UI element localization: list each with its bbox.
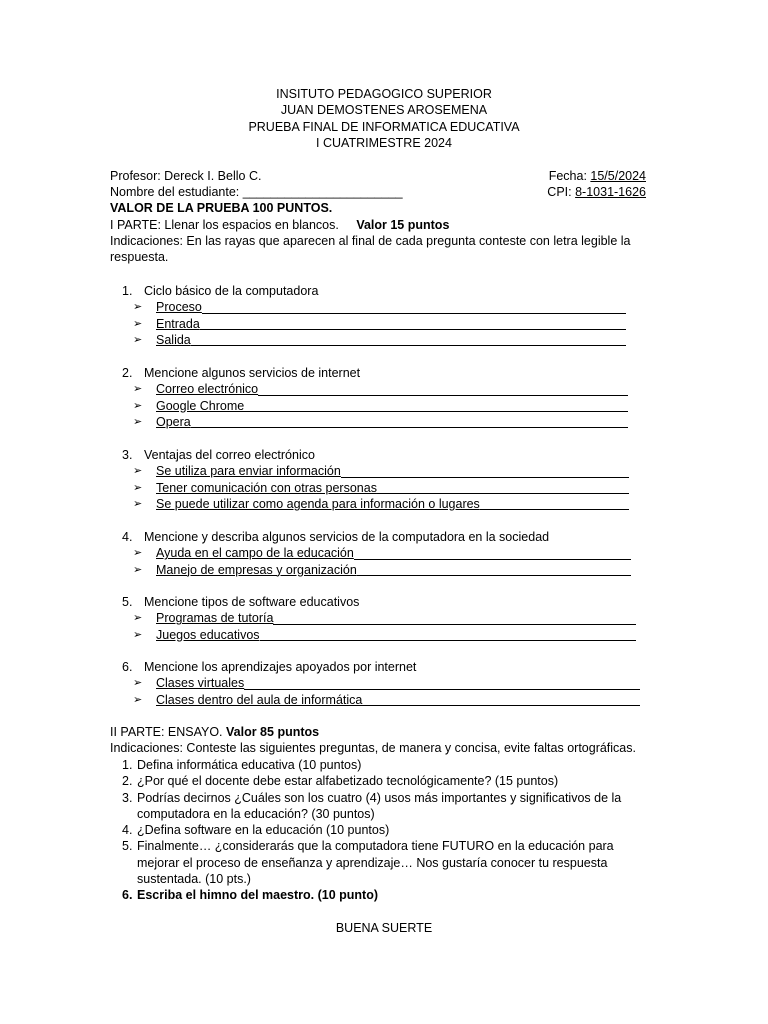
answer-blank-line — [191, 415, 628, 428]
essay-text: Podrías decirnos ¿Cuáles son los cuatro (4) usos más importantes y significativos de la computadora en la educación? (30 puntos) — [137, 790, 622, 821]
answer-text: Se puede utilizar como agenda para información o lugares — [156, 496, 480, 511]
answer-text: Correo electrónico — [156, 382, 259, 397]
answer-blank-line — [357, 563, 631, 576]
cpi-label: CPI: — [547, 185, 576, 199]
exam-header — [0, 86, 768, 151]
answer-text: Tener comunicación con otras personas — [156, 480, 377, 495]
essay-question — [122, 887, 642, 903]
answer-blank-line — [377, 481, 629, 494]
answer-blank-line — [191, 333, 626, 346]
question-text: Ventajas del correo electrónico — [144, 448, 315, 462]
part1-title-text: I PARTE: Llenar los espacios en blancos. — [110, 218, 339, 232]
answer-blank-line — [244, 677, 640, 690]
student-name-field: Nombre del estudiante: _______________________ — [110, 185, 403, 199]
cpi-value: 8-1031-1626 — [575, 185, 646, 199]
arrow-bullet-icon: ➢ — [133, 465, 143, 478]
date-label: Fecha: — [548, 169, 591, 183]
question-text: Mencione tipos de software educativos — [144, 595, 360, 609]
answer-text: Entrada — [156, 316, 200, 331]
answer-text: Ayuda en el campo de la educación — [156, 546, 354, 561]
part2-title — [110, 724, 650, 740]
answer-text: Se utiliza para enviar información — [156, 464, 341, 479]
teacher-name: Profesor: Dereck I. Bello C. — [110, 169, 262, 183]
question-number: 4. — [122, 530, 133, 544]
answer-text: Juegos educativos — [156, 627, 260, 642]
info-row-2 — [110, 184, 646, 200]
part2-value: Valor 85 puntos — [226, 725, 320, 739]
arrow-bullet-icon: ➢ — [133, 612, 143, 625]
arrow-bullet-icon: ➢ — [133, 693, 143, 706]
essay-text: Finalmente… ¿considerarás que la computadora tiene FUTURO en la educación para mejorar el proceso de enseñanza y aprendizaje… Nos gustaría conocer tu respuesta sustentada. (10 pts.) — [137, 839, 614, 887]
question-number: 1. — [122, 284, 133, 298]
essay-question-list — [122, 757, 642, 904]
essay-question — [122, 790, 642, 823]
answer-blank-line — [354, 547, 631, 560]
answer-line — [133, 692, 640, 708]
question-4 — [122, 529, 549, 545]
essay-number: 4. — [122, 823, 133, 838]
answer-text: Clases virtuales — [156, 676, 245, 691]
exam-value: VALOR DE LA PRUEBA 100 PUNTOS. — [110, 201, 333, 215]
essay-text: ¿Defina software en la educación (10 puntos) — [137, 823, 390, 838]
essay-number: 2. — [122, 774, 133, 789]
arrow-bullet-icon: ➢ — [133, 317, 143, 330]
question-2 — [122, 365, 360, 381]
question-number: 5. — [122, 595, 133, 609]
essay-text: Escriba el himno del maestro. (10 punto) — [137, 888, 379, 903]
answer-text: Google Chrome — [156, 398, 245, 413]
essay-question — [122, 838, 642, 887]
exam-term: I CUATRIMESTRE 2024 — [316, 135, 452, 150]
answer-line — [133, 480, 629, 496]
cpi — [547, 184, 646, 200]
answer-blank-line — [273, 612, 636, 625]
institution-name: INSITUTO PEDAGOGICO SUPERIOR — [276, 87, 492, 101]
answer-line — [133, 496, 629, 512]
answer-text: Manejo de empresas y organización — [156, 562, 357, 577]
info-row-1 — [110, 168, 646, 184]
essay-question — [122, 773, 642, 789]
institution-subname: JUAN DEMOSTENES AROSEMENA — [280, 103, 488, 118]
answer-line — [133, 332, 626, 348]
essay-question — [122, 822, 642, 838]
answer-line — [133, 381, 628, 397]
question-text: Mencione algunos servicios de internet — [144, 366, 361, 380]
essay-number: 5. — [122, 839, 133, 854]
arrow-bullet-icon: ➢ — [133, 563, 143, 576]
answer-blank-line — [258, 383, 628, 396]
answer-line — [133, 562, 631, 578]
arrow-bullet-icon: ➢ — [133, 497, 143, 510]
answer-line — [133, 398, 628, 414]
answer-line — [133, 610, 636, 626]
part2-instructions: Indicaciones: Conteste las siguientes preguntas, de manera y concisa, evite faltas ortográficas. — [110, 741, 636, 755]
essay-number: 3. — [122, 790, 133, 805]
arrow-bullet-icon: ➢ — [133, 415, 143, 428]
question-5 — [122, 594, 359, 610]
essay-question — [122, 757, 642, 773]
answer-text: Opera — [156, 414, 191, 429]
essay-text: Defina informática educativa (10 puntos) — [137, 758, 362, 772]
arrow-bullet-icon: ➢ — [133, 301, 143, 314]
answer-blank-line — [200, 317, 626, 330]
essay-number: 6. — [122, 888, 133, 903]
answer-line — [133, 316, 626, 332]
answer-blank-line — [341, 465, 629, 478]
arrow-bullet-icon: ➢ — [133, 333, 143, 346]
arrow-bullet-icon: ➢ — [133, 481, 143, 494]
question-number: 2. — [122, 366, 133, 380]
question-3 — [122, 447, 315, 463]
part1-value: Valor 15 puntos — [356, 218, 450, 232]
essay-number: 1. — [122, 758, 133, 772]
exam-title: PRUEBA FINAL DE INFORMATICA EDUCATIVA — [248, 119, 520, 134]
answer-blank-line — [244, 399, 628, 412]
answer-line — [133, 675, 640, 691]
answer-line — [133, 463, 629, 479]
good-luck-footer: BUENA SUERTE — [335, 921, 433, 935]
answer-line — [133, 627, 636, 643]
exam-date — [549, 168, 646, 184]
essay-text: ¿Por qué el docente debe estar alfabetizado tecnológicamente? (15 puntos) — [137, 774, 559, 789]
part2-title-text: II PARTE: ENSAYO. — [110, 725, 223, 739]
arrow-bullet-icon: ➢ — [133, 547, 143, 560]
question-text: Mencione los aprendizajes apoyados por internet — [144, 660, 417, 674]
part1-title — [110, 217, 650, 233]
date-value: 15/5/2024 — [590, 169, 646, 183]
question-text: Mencione y describa algunos servicios de la computadora en la sociedad — [144, 530, 550, 544]
arrow-bullet-icon: ➢ — [133, 383, 143, 396]
arrow-bullet-icon: ➢ — [133, 628, 143, 641]
answer-text: Proceso — [156, 300, 202, 315]
answer-blank-line — [480, 497, 629, 510]
answer-blank-line — [202, 301, 626, 314]
part1-instructions: Indicaciones: En las rayas que aparecen al final de cada pregunta conteste con letra legible la respuesta. — [110, 234, 631, 265]
arrow-bullet-icon: ➢ — [133, 677, 143, 690]
answer-line — [133, 545, 631, 561]
arrow-bullet-icon: ➢ — [133, 399, 143, 412]
answer-line — [133, 299, 626, 315]
answer-line — [133, 414, 628, 430]
answer-text: Programas de tutoría — [156, 611, 274, 626]
question-6 — [122, 659, 416, 675]
question-1 — [122, 283, 318, 299]
answer-blank-line — [260, 628, 636, 641]
answer-text: Salida — [156, 332, 191, 347]
question-number: 6. — [122, 660, 133, 674]
answer-text: Clases dentro del aula de informática — [156, 692, 363, 707]
question-number: 3. — [122, 448, 133, 462]
question-text: Ciclo básico de la computadora — [144, 284, 319, 298]
answer-blank-line — [362, 693, 640, 706]
